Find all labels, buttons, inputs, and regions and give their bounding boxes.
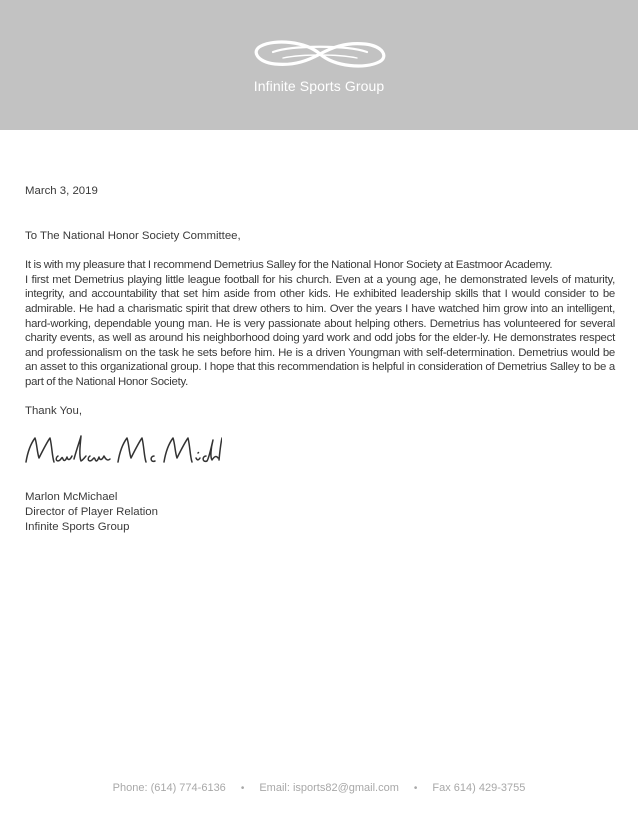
signer-organization: Infinite Sports Group bbox=[25, 521, 130, 533]
footer-separator: • bbox=[413, 783, 418, 794]
letter-opening-line: It is with my pleasure that I recommend Demetrius Salley for the National Honor Society at Eastmoor Academy. bbox=[25, 259, 553, 272]
letter-closing: Thank You, bbox=[25, 404, 83, 417]
contact-footer bbox=[0, 782, 638, 794]
signer-title: Director of Player Relation bbox=[25, 506, 158, 518]
handwritten-signature bbox=[22, 430, 222, 474]
letterhead-banner bbox=[0, 0, 638, 130]
signer-block bbox=[25, 490, 158, 535]
infinity-swoosh-icon bbox=[253, 38, 387, 70]
signer-name: Marlon McMichael bbox=[25, 491, 118, 503]
footer-phone: Phone: (614) 774-6136 bbox=[112, 782, 226, 794]
footer-email[interactable]: Email: isports82@gmail.com bbox=[259, 782, 399, 794]
company-logo-text: Infinite Sports Group bbox=[253, 78, 385, 94]
letter-body bbox=[25, 184, 615, 418]
letter-body-text: I first met Demetrius playing little league football for his church. Even at a young age, he demonstrated levels of maturity, integrity, and accountability that set him aside from other kids. He exhibited leadership skills that I would consider to be admirable. He had a charismatic spirit that drew others to him. Over the years I have watched him grow into an intelligent, hard-working, dependable young man. He is very passionate about helping others. Demetrius has volunteered for several charity events, as well as around his neighborhood doing yard work and odd jobs for the elder-ly. He demonstrates respect and professionalism on the task he sets before him. He is a driven Youngman with self-determination. Demetrius would be an asset to this organizational group. I hope that this recommendation is helpful in consideration of Demetrius Salley to be a part of the National Honor Society. bbox=[25, 273, 615, 388]
footer-fax: Fax 614) 429-3755 bbox=[432, 782, 526, 794]
letter-salutation: To The National Honor Society Committee, bbox=[25, 229, 241, 242]
letter-paragraph bbox=[25, 258, 615, 389]
footer-separator: • bbox=[240, 783, 245, 794]
letter-date: March 3, 2019 bbox=[25, 185, 98, 197]
